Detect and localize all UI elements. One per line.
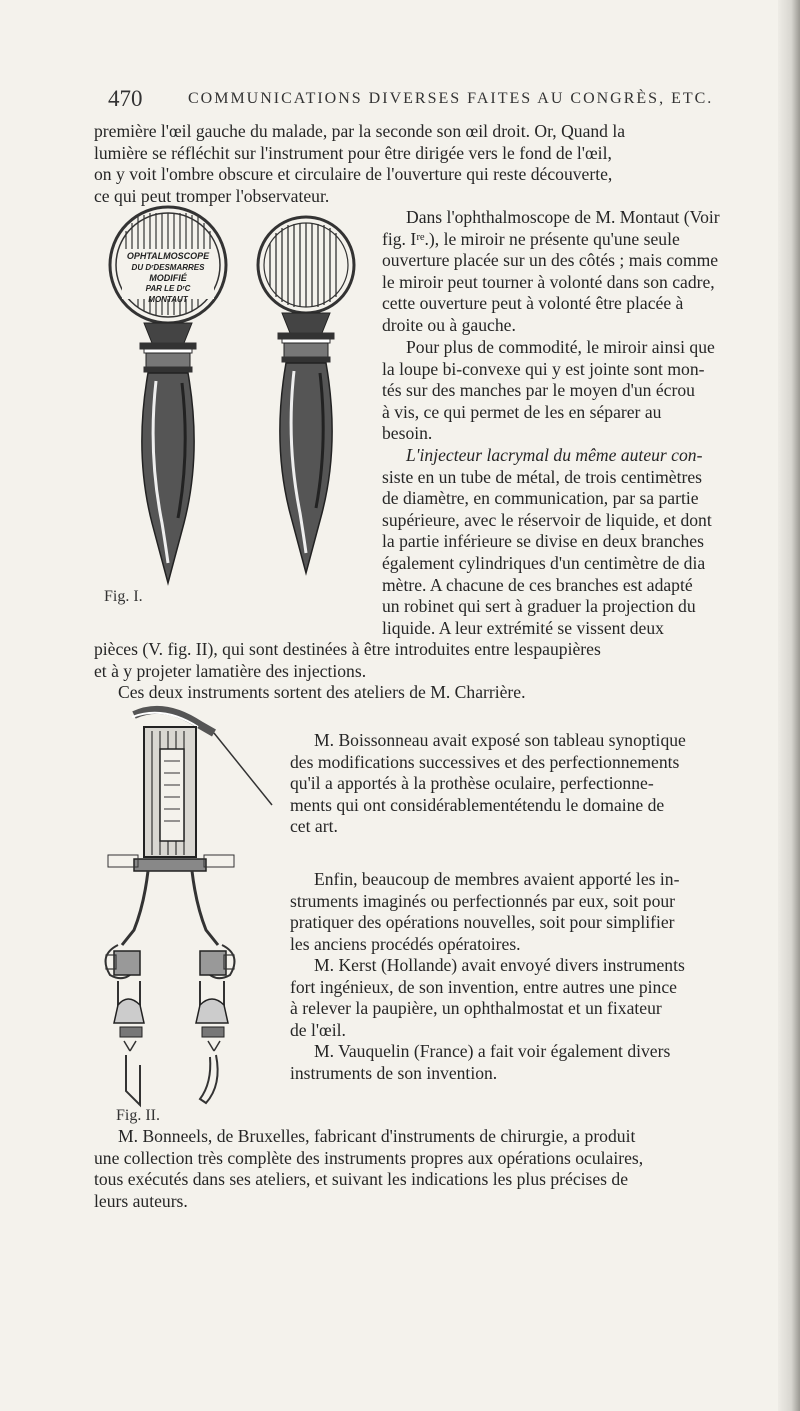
text-line: instruments de son invention. [290, 1062, 498, 1083]
text-line: de diamètre, en communication, par sa partie [382, 488, 699, 509]
continuation-paragraph [94, 639, 764, 704]
text-line: une collection très complète des instruments propres aux opérations oculaires, [94, 1147, 644, 1168]
svg-text:OPHTALMOSCOPE: OPHTALMOSCOPE [126, 251, 210, 261]
text-line: ce qui peut tromper l'observateur. [94, 185, 330, 206]
text-line: les anciens procédés opératoires. [290, 933, 521, 954]
column-paragraph-enfin [290, 869, 764, 955]
text-line: on y voit l'ombre obscure et circulaire de l'ouverture qui reste découverte, [94, 164, 613, 185]
text-line: siste en un tube de métal, de trois centimètres [382, 466, 703, 487]
text-line: L'injecteur lacrymal du même auteur con- [406, 445, 703, 465]
text-line: cet art. [290, 816, 338, 837]
text-line: pratiquer des opérations nouvelles, soit pour simplifier [290, 912, 675, 933]
loupe-illustration [258, 217, 354, 573]
text-line: cette ouverture peut à volonté être placée à [382, 293, 684, 314]
text-line: tés sur des manches par le moyen d'un écrou [382, 380, 695, 401]
text-line: mètre. A chacune de ces branches est adapté [382, 574, 693, 595]
text-line: tous exécutés dans ses ateliers, et suivant les indications les plus précises de [94, 1169, 629, 1190]
final-paragraph-bonneels [94, 1126, 764, 1212]
figure-2-lacrymal-injector [104, 705, 280, 1125]
column-paragraph-boissonneau [290, 730, 764, 838]
text-line: qu'il a apportés à la prothèse oculaire, perfectionne- [290, 773, 654, 794]
text-line: des modifications successives et des perfectionnements [290, 751, 680, 772]
text-line: fort ingénieux, de son invention, entre autres une pince [290, 976, 677, 997]
page-number: 470 [108, 86, 143, 111]
text-line: un robinet qui sert à graduer la projection du [382, 596, 696, 617]
text-line: fig. Iʳᵉ.), le miroir ne présente qu'une seule [382, 228, 680, 249]
page-edge-shadow [778, 0, 800, 1411]
column-paragraph-montaut [382, 207, 764, 337]
text-line: M. Kerst (Hollande) avait envoyé divers instruments [314, 955, 685, 975]
text-line: première l'œil gauche du malade, par la seconde son œil droit. Or, Quand la [94, 121, 626, 141]
text-line: Ces deux instruments sortent des ateliers de M. Charrière. [118, 682, 526, 703]
text-line: de l'œil. [290, 1019, 346, 1040]
text-line: ments qui ont considérablementétendu le domaine de [290, 794, 665, 815]
column-paragraph-vauquelin [290, 1041, 764, 1084]
svg-text:PAR LE DʳC: PAR LE DʳC [145, 284, 191, 293]
text-line: liquide. A leur extrémité se vissent deux [382, 617, 664, 638]
text-line: également cylindriques d'un centimètre de dia [382, 552, 706, 573]
text-line: droite ou à gauche. [382, 314, 516, 335]
text-line: le miroir peut tourner à volonté dans son cadre, [382, 271, 715, 292]
figure-1-caption: Fig. I. [104, 588, 143, 605]
text-line: Dans l'ophthalmoscope de M. Montaut (Voir [406, 207, 720, 227]
text-line: à vis, ce qui permet de les en séparer au [382, 401, 662, 422]
column-paragraph-commodite [382, 337, 764, 445]
text-line: Enfin, beaucoup de membres avaient apporté les in- [314, 869, 680, 889]
column-paragraph-injecteur [382, 445, 764, 639]
text-line: la partie inférieure se divise en deux branches [382, 531, 704, 552]
page-header [108, 86, 768, 116]
text-line: M. Vauquelin (France) a fait voir également divers [314, 1041, 671, 1061]
text-line: Pour plus de commodité, le miroir ainsi que [406, 337, 715, 357]
running-title: COMMUNICATIONS DIVERSES FAITES AU CONGRÈS, ETC. [188, 90, 714, 107]
figure-2-caption: Fig. II. [116, 1107, 160, 1124]
text-line: struments imaginés ou perfectionnés par eux, soit pour [290, 890, 676, 911]
text-line: M. Bonneels, de Bruxelles, fabricant d'instruments de chirurgie, a produit [118, 1126, 636, 1146]
text-line: M. Boissonneau avait exposé son tableau synoptique [314, 730, 686, 750]
text-line: leurs auteurs. [94, 1190, 188, 1211]
column-paragraph-kerst [290, 955, 764, 1041]
svg-text:MONTAUT: MONTAUT [148, 295, 188, 304]
intro-paragraph [94, 121, 764, 207]
text-line: à relever la paupière, un ophthalmostat et un fixateur [290, 998, 662, 1019]
text-line: pièces (V. fig. II), qui sont destinées à être introduites entre lespaupières [94, 639, 601, 659]
text-line: ouverture placée sur un des côtés ; mais comme [382, 250, 719, 271]
text-line: besoin. [382, 423, 433, 444]
text-line: et à y projeter lamatière des injections. [94, 660, 367, 681]
text-line: la loupe bi-convexe qui y est jointe sont mon- [382, 358, 705, 379]
svg-text:MODIFIÉ: MODIFIÉ [149, 273, 187, 283]
text-line: supérieure, avec le réservoir de liquide, et dont [382, 509, 712, 530]
svg-text:DU DʳDESMARRES: DU DʳDESMARRES [131, 263, 205, 272]
text-line: lumière se réfléchit sur l'instrument pour être dirigée vers le fond de l'œil, [94, 142, 612, 163]
figure-1-ophthalmoscope [104, 203, 374, 613]
